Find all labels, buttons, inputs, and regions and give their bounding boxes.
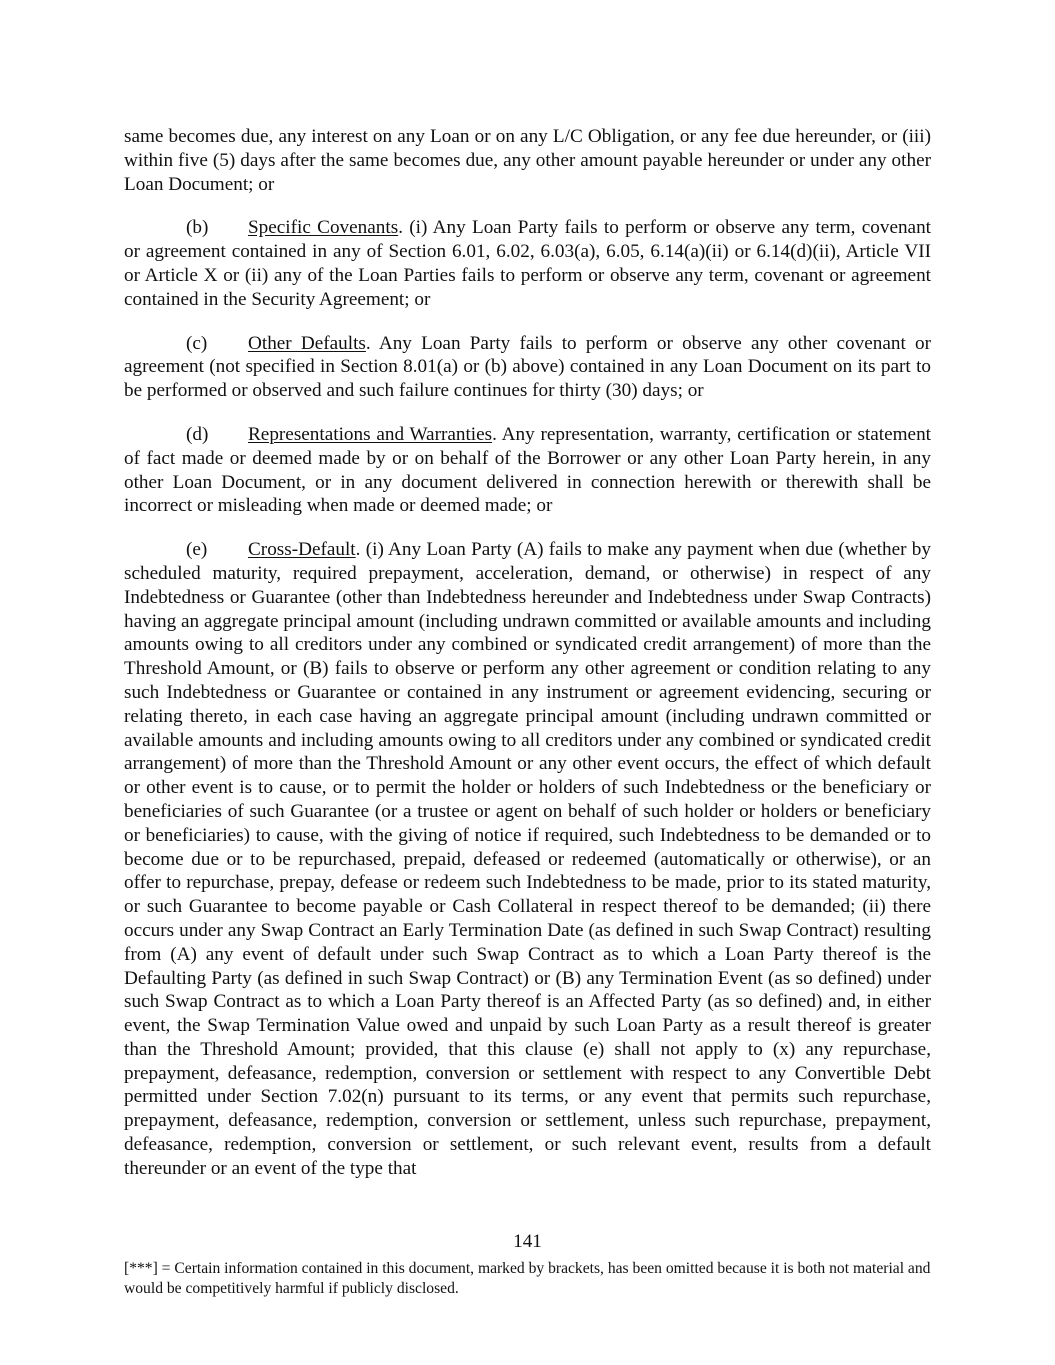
clause-heading: Cross-Default xyxy=(248,539,356,561)
paragraph-c xyxy=(124,332,931,403)
paragraph-continuation xyxy=(124,125,931,196)
clause-heading: Representations and Warranties xyxy=(248,423,493,445)
clause-heading: Other Defaults xyxy=(248,332,366,354)
document-body xyxy=(124,125,931,1181)
page-number: 141 xyxy=(513,1231,542,1252)
clause-label: (b) xyxy=(186,217,209,239)
paragraph-text: . Any representation, warranty, certification or statement of fact made or deemed made by or on behalf of the Borrower or any other Loan Party herein, in any other Loan Document, or in any document delivered in connection herewith or therewith shall be incorrect or misleading when made or deemed made; or xyxy=(124,423,931,517)
clause-label: (e) xyxy=(186,539,208,561)
paragraph-text: . (i) Any Loan Party fails to perform or observe any term, covenant or agreement contained in any of Section 6.01, 6.02, 6.03(a), 6.05, 6.14(a)(ii) or 6.14(d)(ii), Article VII or Article X or (ii) any of the Loan Parties fails to perform or observe any term, covenant or agreement contained in the Security Agreement; or xyxy=(124,217,931,310)
paragraph-e xyxy=(124,538,931,1181)
clause-heading: Specific Covenants xyxy=(248,217,399,239)
paragraph-text: . Any Loan Party fails to perform or observe any other covenant or agreement (not specified in Section 8.01(a) or (b) above) contained in any Loan Document on its part to be performed or observed and such failure continues for thirty (30) days; or xyxy=(124,332,931,402)
paragraph-b xyxy=(124,216,931,311)
paragraph-d xyxy=(124,423,931,518)
redaction-footnote: [***] = Certain information contained in this document, marked by brackets, has been omitted because it is both not material and would be competitively harmful if publicly disclosed. xyxy=(124,1260,931,1297)
paragraph-text: same becomes due, any interest on any Loan or on any L/C Obligation, or any fee due hereunder, or (iii) within five (5) days after the same becomes due, any other amount payable hereunder or under any other Loan Document; or xyxy=(124,126,931,195)
clause-label: (c) xyxy=(186,332,208,354)
paragraph-text: . (i) Any Loan Party (A) fails to make any payment when due (whether by scheduled maturity, required prepayment, acceleration, demand, or otherwise) in respect of any Indebtedness or Guarantee (other than Indebtedness hereunder and Indebtedness under Swap Contracts) having an aggregate principal amount (including undrawn committed or available amounts and including amounts owing to all creditors under any combined or syndicated credit arrangement) of more than the Threshold Amount, or (B) fails to observe or perform any other agreement or condition relating to any such Indebtedness or Guarantee or contained in any instrument or agreement evidencing, securing or relating thereto, in each case having an aggregate principal amount (including undrawn committed or available amounts and including amounts owing to all creditors under any combined or syndicated credit arrangement) of more than the Threshold Amount or any other event occurs, the effect of which default or other event is to cause, or to permit the holder or holders of such Indebtedness or the beneficiary or beneficiaries of such Guarantee (or a trustee or agent on behalf of such holder or holders or beneficiary or beneficiaries) to cause, with the giving of notice if required, such Indebtedness to be demanded or to become due or to be repurchased, prepaid, defeased or redeemed (automatically or otherwise), or an offer to repurchase, prepay, defease or redeem such Indebtedness to be made, prior to its stated maturity, or such Guarantee to become payable or Cash Collateral in respect thereof to be demanded; (ii) there occurs under any Swap Contract an Early Termination Date (as defined in such Swap Contract) resulting from (A) any event of default under such Swap Contract as to which a Loan Party thereof is the Defaulting Party (as defined in such Swap Contract) or (B) any Termination Event (as so defined) under such Swap Contract as to which a Loan Party thereof is an Affected Party (as so defined) and, in either event, the Swap Termination Value owed and unpaid by such Loan Party as a result thereof is greater than the Threshold Amount; provided, that this clause (e) shall not apply to (x) any repurchase, prepayment, defeasance, redemption, conversion or settlement with respect to any Convertible Debt permitted under Section 7.02(n) pursuant to its terms, or any event that permits such repurchase, prepayment, defeasance, redemption, conversion or settlement, unless such repurchase, prepayment, defeasance, redemption, conversion or settlement, or such relevant event, results from a default thereunder or an event of the type that xyxy=(124,539,931,1179)
clause-label: (d) xyxy=(186,423,209,445)
